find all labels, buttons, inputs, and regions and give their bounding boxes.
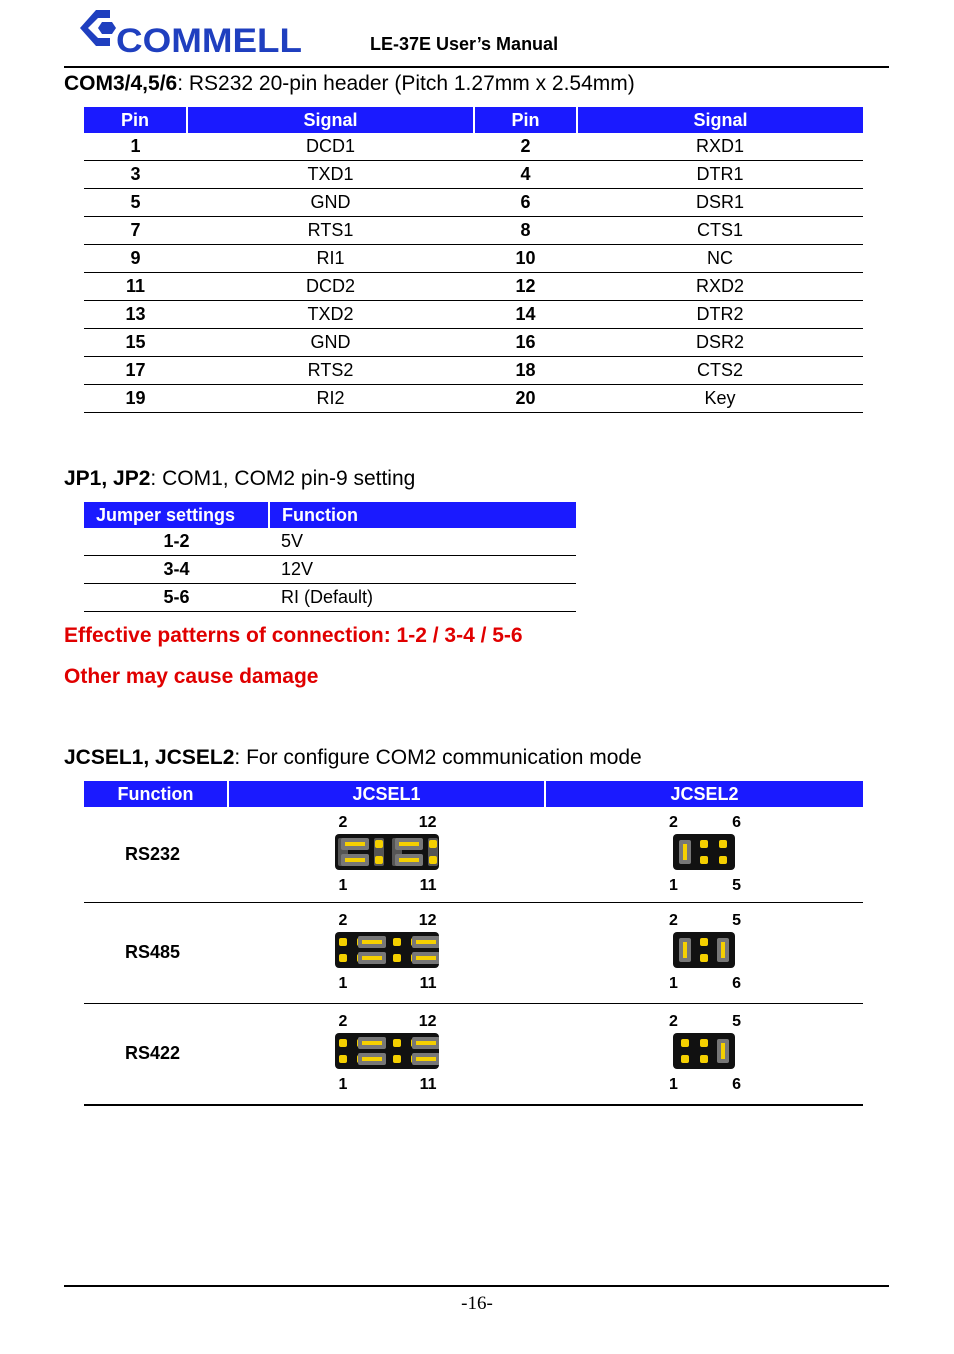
pin-label: 1 — [338, 876, 348, 894]
pin-number: 13 — [84, 301, 187, 329]
table-row — [84, 189, 863, 217]
jumper-function: RI (Default) — [269, 584, 576, 612]
jcsel1-jumper — [335, 1013, 439, 1094]
pin-label: 5 — [732, 912, 741, 929]
jcsel2-jumper — [669, 912, 741, 993]
pin-number: 2 — [474, 133, 577, 161]
signal-name: DCD2 — [187, 273, 474, 301]
table-row — [84, 245, 863, 273]
table-header-row — [84, 502, 576, 528]
column-header: Function — [84, 781, 228, 807]
table-row — [84, 329, 863, 357]
com-heading — [64, 72, 635, 96]
column-header: Signal — [187, 107, 474, 133]
table-header-row — [84, 781, 863, 807]
table-row — [84, 217, 863, 245]
comm-mode: RS422 — [84, 1003, 228, 1105]
jcsel2-jumper — [669, 813, 741, 895]
signal-name: TXD2 — [187, 301, 474, 329]
signal-name: CTS1 — [577, 217, 863, 245]
pin-label: 1 — [338, 1076, 348, 1094]
pin-number: 11 — [84, 273, 187, 301]
jcsel2-jumper — [669, 1013, 741, 1094]
signal-name: RXD1 — [577, 133, 863, 161]
pin-label: 2 — [669, 912, 678, 929]
page-header — [64, 0, 889, 68]
jcsel1-cell — [228, 807, 545, 902]
table-row — [84, 161, 863, 189]
signal-name: RTS2 — [187, 357, 474, 385]
jumper-function: 5V — [269, 528, 576, 556]
signal-name: CTS2 — [577, 357, 863, 385]
signal-name: RTS1 — [187, 217, 474, 245]
jp-heading-bold: JP1, JP2 — [64, 467, 151, 490]
signal-name: DTR2 — [577, 301, 863, 329]
pin-label: 5 — [732, 1013, 741, 1031]
signal-name: GND — [187, 189, 474, 217]
pin-label: 12 — [418, 1013, 437, 1031]
pin-label: 6 — [732, 975, 741, 992]
signal-name: Key — [577, 385, 863, 413]
jcsel1-jumper-diagram — [335, 1031, 439, 1071]
jumper-function: 12V — [269, 556, 576, 584]
column-header: Pin — [474, 107, 577, 133]
pin-label: 11 — [419, 975, 437, 992]
table-row — [84, 1003, 863, 1105]
column-header: Function — [269, 502, 576, 528]
jcsel2-cell — [545, 807, 863, 902]
com-pin-table — [84, 107, 863, 413]
pin-number: 18 — [474, 357, 577, 385]
document-title: LE-37E User’s Manual — [370, 34, 559, 54]
jumper-setting: 3-4 — [84, 556, 269, 584]
warning-damage: Other may cause damage — [64, 665, 319, 688]
pin-label: 2 — [669, 813, 678, 831]
pin-number: 19 — [84, 385, 187, 413]
warning-patterns: Effective patterns of connection: 1-2 / 3-4 / 5-6 — [64, 624, 523, 647]
pin-number: 14 — [474, 301, 577, 329]
pin-number: 9 — [84, 245, 187, 273]
table-row — [84, 528, 576, 556]
pin-label: 11 — [419, 876, 437, 894]
pin-number: 8 — [474, 217, 577, 245]
column-header: Pin — [84, 107, 187, 133]
pin-number: 12 — [474, 273, 577, 301]
column-header: JCSEL2 — [545, 781, 863, 807]
column-header: JCSEL1 — [228, 781, 545, 807]
jcsel2-jumper-diagram — [673, 930, 735, 970]
table-row — [84, 902, 863, 1003]
jcsel-table — [84, 781, 863, 1106]
pin-label: 1 — [338, 975, 348, 992]
jcsel2-jumper-diagram — [673, 832, 735, 872]
jp-heading — [64, 467, 415, 491]
signal-name: DSR2 — [577, 329, 863, 357]
signal-name: DTR1 — [577, 161, 863, 189]
jcsel1-cell — [228, 902, 545, 1003]
com-heading-text: : RS232 20-pin header (Pitch 1.27mm x 2.54mm) — [177, 72, 635, 95]
jcsel2-cell — [545, 902, 863, 1003]
pin-label: 2 — [338, 813, 348, 831]
pin-number: 4 — [474, 161, 577, 189]
jcsel1-jumper — [335, 912, 439, 993]
pin-label: 1 — [669, 876, 678, 894]
pin-number: 5 — [84, 189, 187, 217]
jumper-setting: 1-2 — [84, 528, 269, 556]
jcsel1-jumper-diagram — [335, 832, 439, 872]
pin-label: 2 — [669, 1013, 678, 1031]
pin-number: 10 — [474, 245, 577, 273]
signal-name: GND — [187, 329, 474, 357]
page-number: -16- — [461, 1293, 493, 1314]
com-heading-bold: COM3/4,5/6 — [64, 72, 178, 95]
column-header: Signal — [577, 107, 863, 133]
jcsel1-jumper — [335, 814, 439, 895]
signal-name: DCD1 — [187, 133, 474, 161]
jcsel-heading-text: : For configure COM2 communication mode — [234, 746, 642, 769]
table-row — [84, 273, 863, 301]
table-row — [84, 133, 863, 161]
pin-label: 12 — [418, 912, 437, 929]
pin-number: 20 — [474, 385, 577, 413]
signal-name: RI1 — [187, 245, 474, 273]
signal-name: RXD2 — [577, 273, 863, 301]
pin-number: 3 — [84, 161, 187, 189]
jp-heading-text: : COM1, COM2 pin-9 setting — [150, 467, 416, 490]
comm-mode: RS232 — [84, 807, 228, 902]
table-row — [84, 584, 576, 612]
pin-label: 12 — [418, 813, 437, 831]
table-row — [84, 357, 863, 385]
pin-label: 1 — [669, 1076, 678, 1094]
jcsel2-cell — [545, 1003, 863, 1105]
pin-label: 5 — [732, 876, 741, 894]
jumper-setting: 5-6 — [84, 584, 269, 612]
table-header-row — [84, 107, 863, 133]
pin-label: 11 — [419, 1076, 437, 1094]
table-row — [84, 556, 576, 584]
signal-name: DSR1 — [577, 189, 863, 217]
pin-number: 7 — [84, 217, 187, 245]
pin-number: 6 — [474, 189, 577, 217]
table-row — [84, 301, 863, 329]
signal-name: TXD1 — [187, 161, 474, 189]
table-row — [84, 385, 863, 413]
logo-text: COMMELL — [116, 22, 302, 60]
jcsel-heading — [64, 746, 642, 770]
pin-number: 15 — [84, 329, 187, 357]
pin-number: 17 — [84, 357, 187, 385]
comm-mode: RS485 — [84, 902, 228, 1003]
pin-label: 6 — [732, 813, 741, 831]
table-row — [84, 807, 863, 902]
signal-name: RI2 — [187, 385, 474, 413]
jcsel2-jumper-diagram — [673, 1031, 735, 1071]
column-header: Jumper settings — [84, 502, 269, 528]
footer-rule — [64, 1285, 889, 1287]
jcsel-heading-bold: JCSEL1, JCSEL2 — [64, 746, 235, 769]
pin-label: 2 — [338, 1013, 348, 1031]
pin-label: 6 — [732, 1076, 741, 1094]
pin-label: 2 — [338, 912, 348, 929]
pin-label: 1 — [669, 975, 678, 992]
pin-number: 16 — [474, 329, 577, 357]
pin-number: 1 — [84, 133, 187, 161]
jcsel1-jumper-diagram — [335, 930, 439, 970]
commell-logo — [76, 6, 308, 60]
jumper-settings-table — [84, 502, 576, 612]
signal-name: NC — [577, 245, 863, 273]
jcsel1-cell — [228, 1003, 545, 1105]
